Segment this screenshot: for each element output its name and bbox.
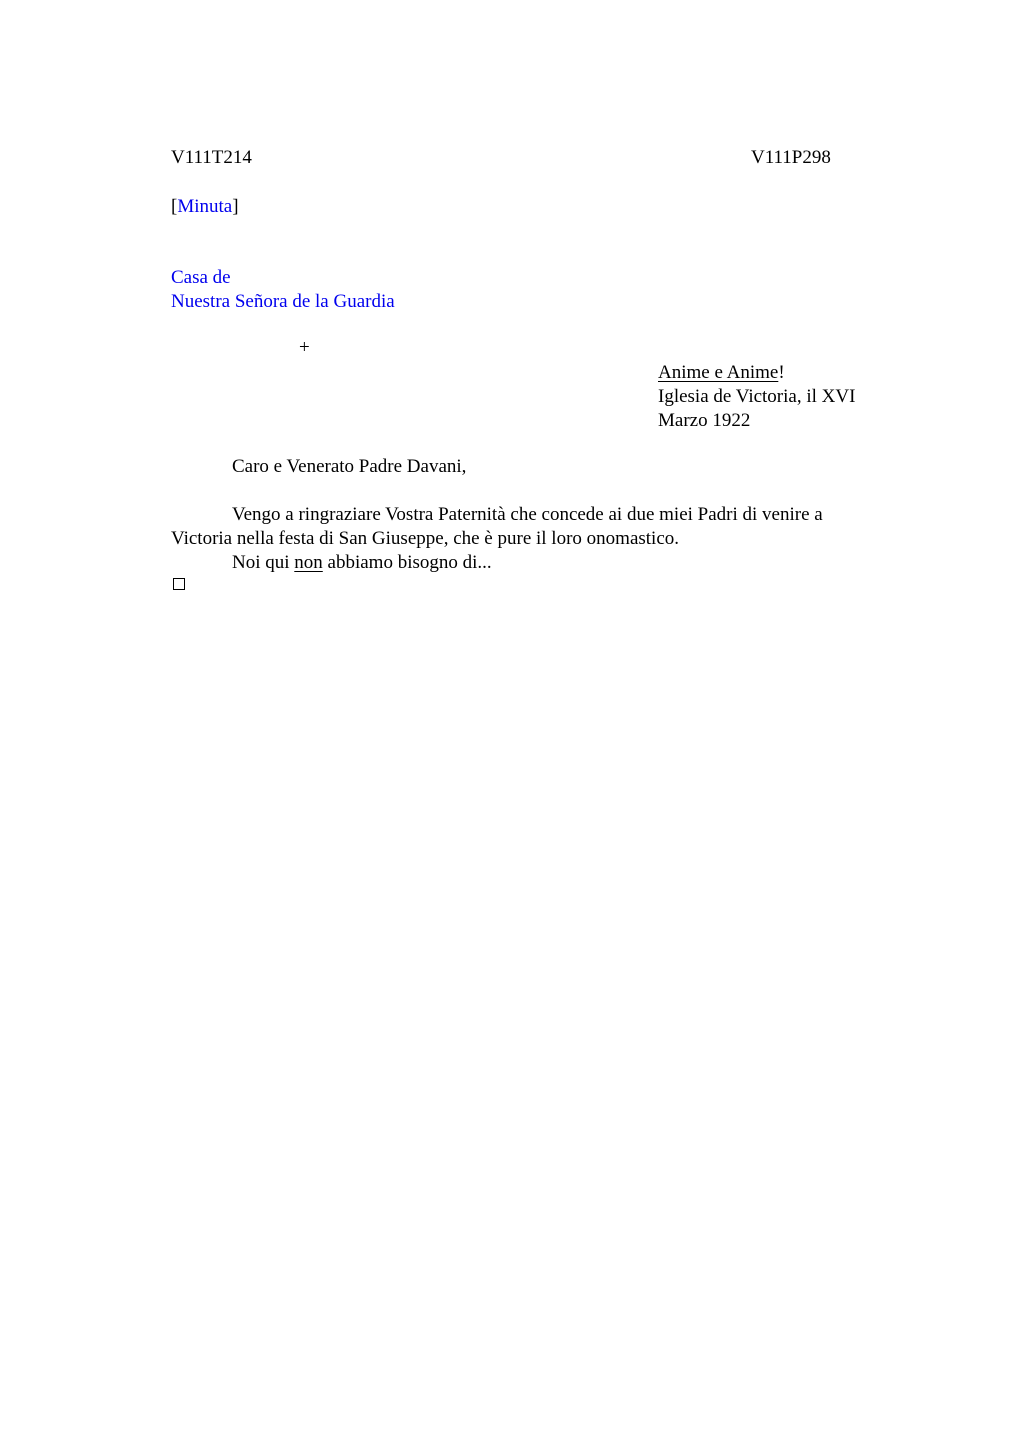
body-paragraph-2: [232, 551, 492, 575]
motto: Anime e Anime: [658, 362, 779, 383]
p2-end: abbiamo bisogno di...: [322, 552, 492, 573]
minuta-label: [171, 195, 239, 219]
open-bracket: [: [171, 196, 178, 217]
body-paragraph-1: Vengo a ringraziare Vostra Paternità che concede ai due miei Padri di venire a Victoria nella festa di San Giuseppe, che è pure il loro onomastico.: [171, 504, 823, 549]
cross-symbol: +: [299, 337, 310, 358]
salutation: Caro e Venerato Padre Davani,: [232, 456, 467, 477]
minuta-link[interactable]: Minuta: [177, 196, 233, 217]
document-code-left: V111T214: [171, 147, 252, 168]
place-date-line: Iglesia de Victoria, il XVI: [658, 386, 856, 407]
document-code-right: V111P298: [751, 147, 831, 168]
p2-underlined: non: [294, 552, 323, 573]
motto-punctuation: !: [778, 362, 785, 383]
month-year-line: Marzo 1922: [658, 410, 751, 431]
close-bracket: ]: [232, 196, 239, 217]
letterhead: [171, 266, 395, 314]
dateline: [658, 361, 855, 433]
p2-start: Noi qui: [232, 552, 295, 573]
letterhead-line-1: Casa de: [171, 267, 231, 288]
letterhead-line-2: Nuestra Señora de la Guardia: [171, 291, 395, 312]
motto-line: [658, 361, 855, 385]
end-marker-box-icon: [173, 578, 185, 590]
